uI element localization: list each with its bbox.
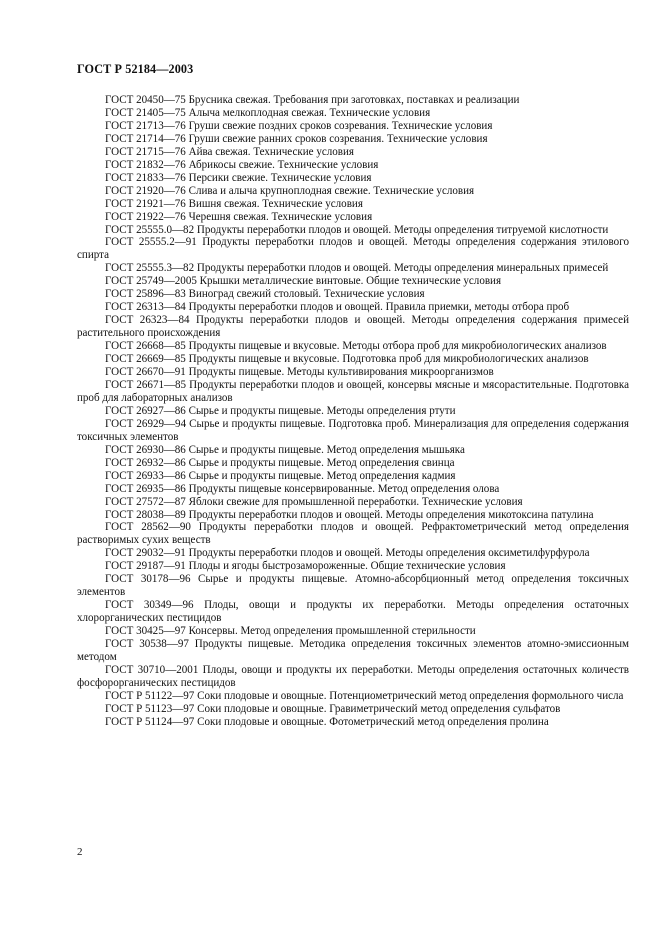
reference-code: ГОСТ 26323—84 [105,314,190,327]
reference-title: Продукты пищевые и вкусовые. Подготовка проб для микробиологических анализов [188,353,589,366]
reference-item [77,301,629,314]
reference-code: ГОСТ 25749—2005 [105,275,197,288]
reference-title: Виноград свежий столовый. Технические условия [188,288,425,301]
reference-code: ГОСТ 21832—76 [105,158,186,171]
reference-item [77,172,629,185]
reference-item [77,703,629,716]
reference-code: ГОСТ 21713—76 [105,119,186,132]
reference-item [77,366,629,379]
document-header: ГОСТ Р 52184—2003 [77,62,194,76]
reference-code: ГОСТ 25896—83 [105,288,186,301]
reference-item [77,599,629,625]
reference-item [77,664,629,690]
reference-title: Яблоки свежие для промышленной переработки. Технические условия [188,495,523,508]
reference-title: Продукты переработки плодов и овощей. Рефрактометрический метод определения растворимых сухих веществ [77,521,630,547]
reference-item [77,94,629,107]
reference-item [77,625,629,638]
reference-code: ГОСТ Р 51123—97 [105,702,195,715]
reference-code: ГОСТ 25555.3—82 [105,262,195,275]
reference-item [77,690,629,703]
reference-title: Продукты переработки плодов и овощей. Методы определения содержания примесей растительного происхождения [77,314,629,340]
reference-title: Слива и алыча крупноплодная свежие. Технические условия [188,184,475,197]
reference-title: Черешня свежая. Технические условия [188,210,373,223]
reference-title: Груши свежие ранних сроков созревания. Технические условия [188,132,488,145]
reference-item [77,314,629,340]
reference-code: ГОСТ 26933—86 [105,469,186,482]
reference-title: Консервы. Метод определения промышленной стерильности [188,625,476,638]
reference-item [77,159,629,172]
reference-item [77,573,629,599]
reference-code: ГОСТ 26932—86 [105,456,186,469]
reference-code: ГОСТ 28038—89 [105,508,186,521]
reference-code: ГОСТ 30710—2001 [105,663,199,676]
reference-code: ГОСТ 26669—85 [105,353,186,366]
reference-code: ГОСТ 21714—76 [105,132,186,145]
reference-item [77,483,629,496]
reference-code: ГОСТ 25555.2—91 [105,236,197,249]
reference-item [77,379,629,405]
reference-item [77,120,629,133]
reference-code: ГОСТ 30178—96 [105,573,191,586]
reference-title: Продукты переработки плодов и овощей. Правила приемки, методы отбора проб [188,301,570,314]
reference-title: Продукты пищевые консервированные. Метод определения олова [188,482,500,495]
reference-code: ГОСТ 27572—87 [105,495,186,508]
reference-item [77,521,629,547]
reference-item [77,340,629,353]
reference-title: Сырье и продукты пищевые. Метод определения свинца [188,456,455,469]
reference-title: Плоды, овощи и продукты их переработки. Методы определения остаточных хлорорганических пестицидов [77,599,629,625]
reference-title: Алыча мелкоплодная свежая. Технические условия [188,106,431,119]
reference-item [77,288,629,301]
reference-title: Продукты пищевые и вкусовые. Методы отбора проб для микробиологических анализов [188,340,607,353]
reference-item [77,444,629,457]
reference-item [77,418,629,444]
reference-item [77,547,629,560]
reference-code: ГОСТ 26668—85 [105,340,186,353]
reference-item [77,262,629,275]
reference-title: Сырье и продукты пищевые. Подготовка проб. Минерализация для определения содержания токсичных элементов [77,417,629,443]
reference-title: Сырье и продукты пищевые. Метод определения мышьяка [188,443,465,456]
reference-title: Сырье и продукты пищевые. Метод определения кадмия [188,469,456,482]
reference-item [77,107,629,120]
reference-item [77,470,629,483]
reference-code: ГОСТ 21922—76 [105,210,186,223]
reference-code: ГОСТ 30425—97 [105,625,186,638]
reference-code: ГОСТ 30538—97 [105,638,189,651]
reference-title: Айва свежая. Технические условия [188,145,355,158]
reference-item [77,716,629,729]
reference-title: Продукты пищевые. Методы культивирования микроорганизмов [188,366,494,379]
reference-title: Продукты переработки плодов и овощей. Методы определения содержания этилового спирта [77,236,629,262]
reference-code: ГОСТ 29187—91 [105,560,186,573]
reference-title: Плоды, овощи и продукты их переработки. Методы определения остаточных количеств фосфорорганических пестицидов [77,663,629,689]
reference-item [77,236,629,262]
reference-title: Продукты переработки плодов и овощей. Методы определения минеральных примесей [196,262,609,275]
reference-item [77,496,629,509]
reference-code: ГОСТ 28562—90 [105,521,191,534]
reference-item [77,638,629,664]
reference-title: Продукты переработки плодов и овощей, консервы мясные и мясорастительные. Подготовка проб для лабораторных анализов [77,378,629,404]
reference-item [77,146,629,159]
reference-item [77,560,629,573]
reference-title: Сырье и продукты пищевые. Атомно-абсорбционный метод определения токсичных элементов [77,573,629,599]
reference-title: Брусника свежая. Требования при заготовках, поставках и реализации [188,94,520,106]
reference-title: Соки плодовые и овощные. Фотометрический метод определения пролина [197,715,549,728]
page-number: 2 [77,846,83,858]
reference-code: ГОСТ 26935—86 [105,482,186,495]
reference-title: Груши свежие поздних сроков созревания. Технические условия [188,119,493,132]
reference-item [77,509,629,522]
reference-code: ГОСТ 21920—76 [105,184,186,197]
reference-item [77,185,629,198]
reference-item [77,211,629,224]
reference-code: ГОСТ 25555.0—82 [105,223,195,236]
reference-title: Крышки металлические винтовые. Общие технические условия [199,275,502,288]
reference-title: Вишня свежая. Технические условия [188,197,363,210]
reference-code: ГОСТ 29032—91 [105,547,186,560]
reference-code: ГОСТ 26930—86 [105,443,186,456]
reference-code: ГОСТ 26671—85 [105,378,187,391]
reference-title: Продукты переработки плодов и овощей. Методы определения микотоксина патулина [188,508,594,521]
normative-references-list [77,94,629,729]
reference-title: Абрикосы свежие. Технические условия [188,158,379,171]
reference-code: ГОСТ 26927—86 [105,404,186,417]
reference-code: ГОСТ Р 51124—97 [105,715,195,728]
reference-item [77,224,629,237]
reference-title: Продукты пищевые. Методика определения токсичных элементов атомно-эмиссионным методом [77,638,629,663]
reference-code: ГОСТ 21833—76 [105,171,186,184]
reference-item [77,133,629,146]
reference-title: Соки плодовые и овощные. Потенциометрический метод определения формольного числа [197,689,624,702]
reference-title: Продукты переработки плодов и овощей. Методы определения титруемой кислотности [196,223,609,236]
reference-code: ГОСТ Р 51122—97 [105,689,195,702]
reference-code: ГОСТ 26929—94 [105,417,187,430]
reference-code: ГОСТ 30349—96 [105,599,194,612]
reference-title: Сырье и продукты пищевые. Методы определения ртути [188,404,456,417]
reference-code: ГОСТ 26313—84 [105,301,186,314]
reference-code: ГОСТ 21715—76 [105,145,186,158]
reference-title: Продукты переработки плодов и овощей. Методы определения оксиметилфурфурола [188,547,590,560]
reference-item [77,198,629,211]
reference-title: Персики свежие. Технические условия [188,171,372,184]
reference-title: Соки плодовые и овощные. Гравиметрический метод определения сульфатов [197,702,561,715]
reference-code: ГОСТ 20450—75 [105,94,186,106]
reference-item [77,405,629,418]
reference-item [77,275,629,288]
reference-code: ГОСТ 21921—76 [105,197,186,210]
reference-code: ГОСТ 21405—75 [105,106,186,119]
reference-item [77,353,629,366]
reference-code: ГОСТ 26670—91 [105,366,186,379]
reference-item [77,457,629,470]
reference-title: Плоды и ягоды быстрозамороженные. Общие технические условия [188,560,506,573]
